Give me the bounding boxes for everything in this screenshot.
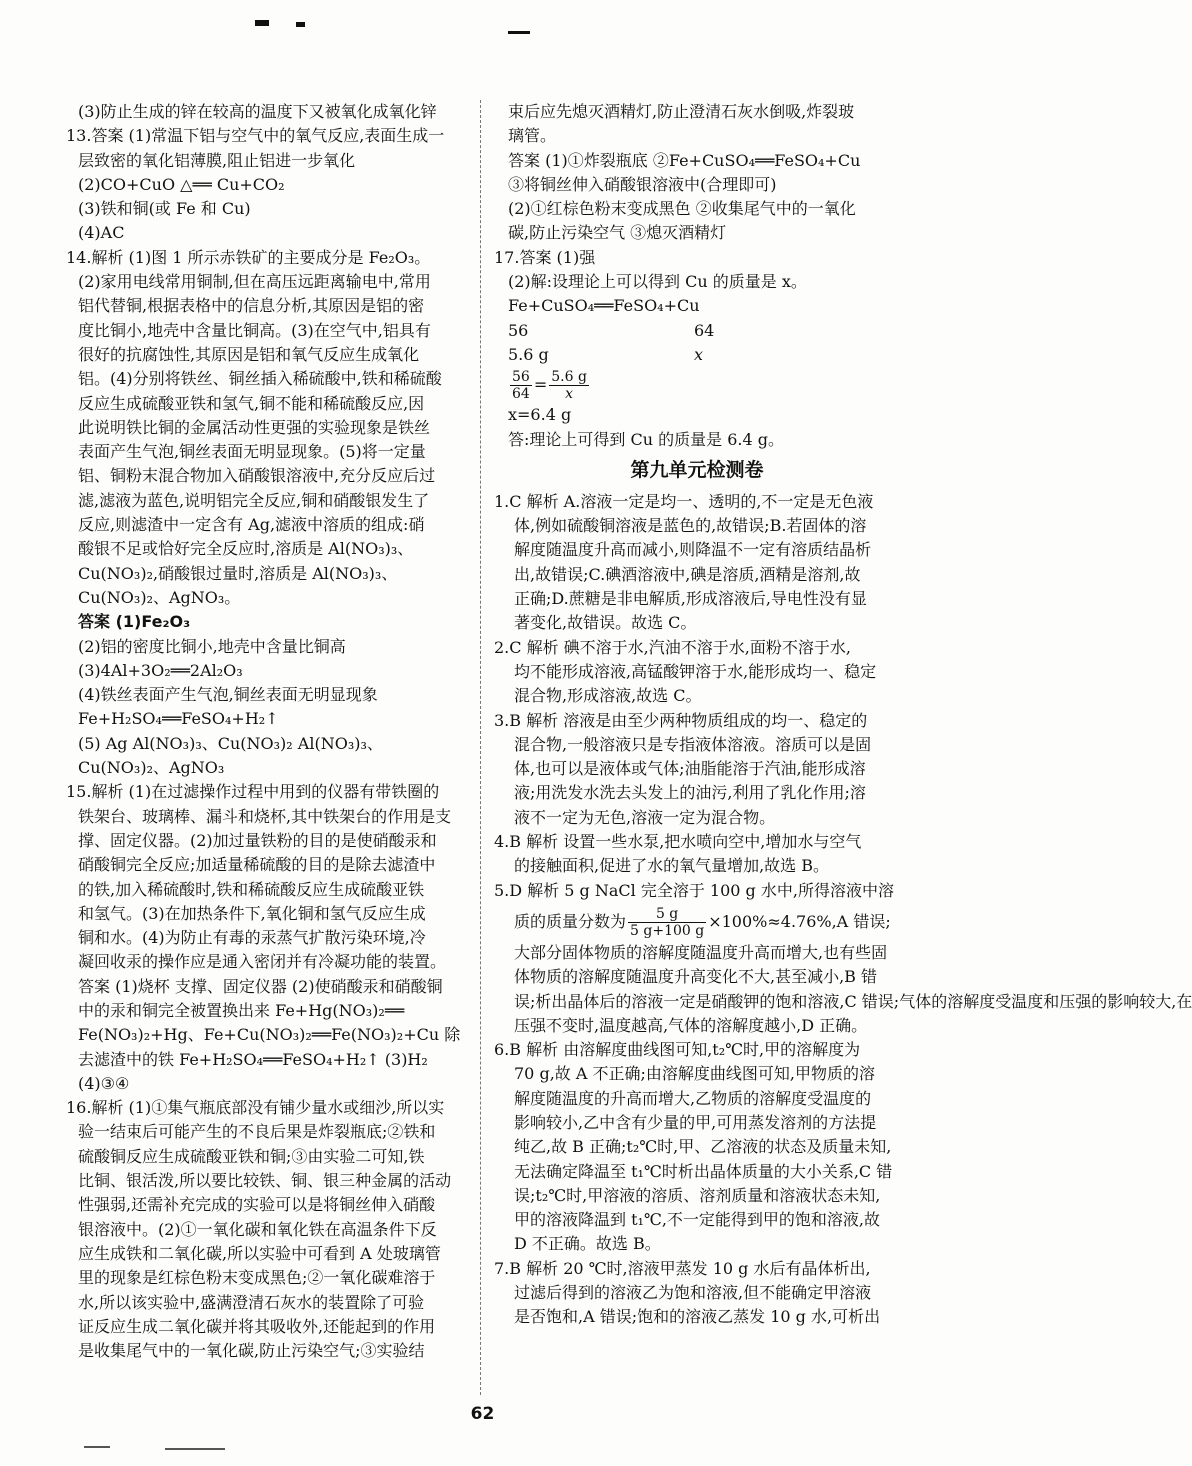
mass-fraction-den: 5 g+100 g bbox=[630, 922, 705, 939]
text-line: (4)③④ bbox=[78, 1073, 130, 1093]
text-line: 压强不变时,温度越高,气体的溶解度越小,D 正确。 bbox=[514, 1015, 868, 1035]
ratio-right-num: 5.6 g bbox=[551, 369, 587, 386]
header-mark-3 bbox=[508, 31, 530, 34]
text-line: Cu(NO₃)₂,硝酸银过量时,溶质是 Al(NO₃)₃、 bbox=[78, 563, 398, 583]
text-line: 的铁,加入稀硫酸时,铁和稀硫酸反应生成硫酸亚铁 bbox=[78, 879, 425, 899]
mass-cu: 64 bbox=[694, 320, 715, 340]
text-line: 纯乙,故 B 正确;t₂℃时,甲、乙溶液的状态及质量未知, bbox=[514, 1137, 892, 1157]
right-column bbox=[494, 100, 1192, 1330]
equation-line: Fe+CuSO₄══FeSO₄+Cu bbox=[508, 296, 700, 316]
text-line: 硝酸铜完全反应;加适量稀硫酸的目的是除去滤渣中 bbox=[78, 855, 436, 875]
text-line: 验一结束后可能产生的不良后果是炸裂瓶底;②铁和 bbox=[78, 1122, 436, 1142]
header-mark-2 bbox=[296, 22, 305, 27]
text-line: 16.解析 (1)①集气瓶底部没有铺少量水或细沙,所以实 bbox=[66, 1098, 445, 1118]
text-line: 15.解析 (1)在过滤操作过程中用到的仪器有带铁圈的 bbox=[66, 782, 440, 802]
text-line: 中的汞和铜完全被置换出来 Fe+Hg(NO₃)₂══ bbox=[78, 1000, 405, 1020]
text-line: 是收集尾气中的一氧化碳,防止污染空气;③实验结 bbox=[78, 1341, 425, 1361]
text-line: 5.D 解析 5 g NaCl 完全溶于 100 g 水中,所得溶液中溶 bbox=[494, 880, 894, 900]
ratio-right bbox=[549, 369, 589, 402]
text-line: 璃管。 bbox=[508, 126, 557, 146]
text-line: (5) Ag Al(NO₃)₃、Cu(NO₃)₂ Al(NO₃)₃、 bbox=[78, 733, 383, 753]
text-line: 银溶液中。(2)①一氧化碳和氧化铁在高温条件下反 bbox=[78, 1219, 437, 1239]
fraction-prefix: 质的质量分数为 bbox=[514, 911, 627, 931]
text-line: 著变化,故错误。故选 C。 bbox=[514, 613, 697, 633]
text-line: 解度随温度的升高而增大,乙物质的溶解度受温度的 bbox=[514, 1088, 872, 1108]
column-divider bbox=[480, 100, 481, 1395]
text-line: 铁架台、玻璃棒、漏斗和烧杯,其中铁架台的作用是支 bbox=[78, 806, 452, 826]
mass-fraction-num: 5 g bbox=[628, 906, 706, 923]
text-line: (3)铁和铜(或 Fe 和 Cu) bbox=[78, 199, 251, 219]
text-line: 撑、固定仪器。(2)加过量铁粉的目的是使硝酸汞和 bbox=[78, 830, 437, 850]
value-fe: 5.6 g bbox=[508, 344, 549, 364]
text-line: 体,例如硫酸铜溶液是蓝色的,故错误;B.若固体的溶 bbox=[514, 516, 867, 536]
text-line: 影响较小,乙中含有少量的甲,可用蒸发溶剂的方法提 bbox=[514, 1112, 877, 1132]
mass-fraction bbox=[628, 906, 706, 939]
text-line: 证反应生成二氧化碳并将其吸收外,还能起到的作用 bbox=[78, 1316, 436, 1336]
mass-row bbox=[494, 319, 900, 343]
answer-line: 答案 (1)Fe₂O₃ bbox=[78, 612, 191, 632]
text-line: 滤,滤液为蓝色,说明铝完全反应,铜和硝酸银发生了 bbox=[78, 490, 430, 510]
text-line: Cu(NO₃)₂、AgNO₃ bbox=[78, 758, 225, 778]
text-line: 出,故错误;C.碘酒溶液中,碘是溶质,酒精是溶剂,故 bbox=[514, 564, 861, 584]
text-line: 碳,防止污染空气 ③熄灭酒精灯 bbox=[508, 223, 727, 243]
text-line: 过滤后得到的溶液乙为饱和溶液,但不能确定甲溶液 bbox=[514, 1283, 872, 1303]
text-line: 混合物,一般溶液只是专指液体溶液。溶质可以是固 bbox=[514, 734, 872, 754]
text-line: (3)防止生成的锌在较高的温度下又被氧化成氧化锌 bbox=[78, 102, 437, 121]
text-line: 铝。(4)分别将铁丝、铜丝插入稀硫酸中,铁和稀硫酸 bbox=[78, 369, 442, 389]
text-line: 反应,则滤渣中一定含有 Ag,滤液中溶质的组成:硝 bbox=[78, 515, 425, 535]
text-line: 铝代替铜,根据表格中的信息分析,其原因是铝的密 bbox=[78, 296, 425, 316]
text-line: (2)解:设理论上可以得到 Cu 的质量是 x。 bbox=[508, 272, 807, 292]
text-line: 4.B 解析 设置一些水泵,把水喷向空中,增加水与空气 bbox=[494, 832, 862, 852]
text-line: Fe(NO₃)₂+Hg、Fe+Cu(NO₃)₂══Fe(NO₃)₂+Cu 除 bbox=[78, 1025, 461, 1045]
text-line: 无法确定降温至 t₁℃时析出晶体质量的大小关系,C 错 bbox=[514, 1161, 893, 1181]
text-line: 大部分固体物质的溶解度随温度升高而增大,也有些固 bbox=[514, 942, 888, 962]
header-mark-1 bbox=[255, 20, 269, 26]
text-line: 反应生成硫酸亚铁和氢气,铜不能和稀硫酸反应,因 bbox=[78, 393, 425, 413]
footer-mark-2 bbox=[165, 1448, 225, 1450]
text-line: 铜和水。(4)为防止有毒的汞蒸气扩散污染环境,冷 bbox=[78, 928, 426, 948]
text-line: (4)铁丝表面产生气泡,铜丝表面无明显现象 bbox=[78, 685, 378, 705]
text-line: (2)家用电线常用铜制,但在高压远距离输电中,常用 bbox=[78, 272, 431, 292]
text-line: 解度随温度升高而减小,则降温不一定有溶质结晶析 bbox=[514, 540, 872, 560]
text-line: (3)4Al+3O₂══2Al₂O₃ bbox=[78, 660, 243, 680]
text-line: 13.答案 (1)常温下铝与空气中的氧气反应,表面生成一 bbox=[66, 126, 445, 146]
text-line: 答案 (1)①炸裂瓶底 ②Fe+CuSO₄══FeSO₄+Cu bbox=[508, 150, 861, 170]
left-column bbox=[66, 100, 464, 1363]
fraction-line bbox=[494, 903, 900, 941]
text-line: 是否饱和,A 错误;饱和的溶液乙蒸发 10 g 水,可析出 bbox=[514, 1307, 881, 1327]
text-line: 3.B 解析 溶液是由至少两种物质组成的均一、稳定的 bbox=[494, 710, 868, 730]
text-line: D 不正确。故选 B。 bbox=[514, 1234, 661, 1254]
text-line: 的接触面积,促进了水的氧气量增加,故选 B。 bbox=[514, 856, 830, 876]
value-row bbox=[494, 343, 900, 367]
text-line: 里的现象是红棕色粉末变成黑色;②一氧化碳难溶于 bbox=[78, 1268, 436, 1288]
text-line: (2)铝的密度比铜小,地壳中含量比铜高 bbox=[78, 636, 346, 656]
text-line: 液不一定为无色,溶液一定为混合物。 bbox=[514, 807, 776, 827]
text-line: 14.解析 (1)图 1 所示赤铁矿的主要成分是 Fe₂O₃。 bbox=[66, 247, 431, 267]
text-line: 酸银不足或恰好完全反应时,溶质是 Al(NO₃)₃、 bbox=[78, 539, 414, 559]
footer-mark-1 bbox=[84, 1446, 110, 1448]
text-line: 混合物,形成溶液,故选 C。 bbox=[514, 686, 702, 706]
page-number: 62 bbox=[470, 1404, 495, 1424]
text-line: 答:理论上可得到 Cu 的质量是 6.4 g。 bbox=[508, 429, 784, 449]
ratio-left bbox=[510, 369, 532, 402]
text-line: 6.B 解析 由溶解度曲线图可知,t₂℃时,甲的溶解度为 bbox=[494, 1040, 861, 1060]
text-line: 70 g,故 A 不正确;由溶解度曲线图可知,甲物质的溶 bbox=[514, 1064, 875, 1084]
text-line: 甲的溶液降温到 t₁℃,不一定能得到甲的饱和溶液,故 bbox=[514, 1210, 881, 1230]
mass-fe: 56 bbox=[508, 320, 529, 340]
text-line: (2)CO+CuO △══ Cu+CO₂ bbox=[78, 174, 285, 194]
text-line: 硫酸铜反应生成硫酸亚铁和铜;③由实验二可知,铁 bbox=[78, 1146, 425, 1166]
text-line: 2.C 解析 碘不溶于水,汽油不溶于水,面粉不溶于水, bbox=[494, 637, 851, 657]
text-line: 铝、铜粉末混合物加入硝酸银溶液中,充分反应后过 bbox=[78, 466, 436, 486]
text-line: 凝回收汞的操作应是通入密闭并有冷凝功能的装置。 bbox=[78, 952, 447, 972]
text-line: 误;t₂℃时,甲溶液的溶质、溶剂质量和溶液状态未知, bbox=[514, 1185, 881, 1205]
section-heading: 第九单元检测卷 bbox=[630, 458, 764, 481]
text-line: 比铜、银活泼,所以要比较铁、铜、银三种金属的活动 bbox=[78, 1171, 452, 1191]
text-line: 体,也可以是液体或气体;油脂能溶于汽油,能形成溶 bbox=[514, 759, 866, 779]
text-line: 层致密的氧化铝薄膜,阻止铝进一步氧化 bbox=[78, 150, 356, 170]
text-line: 体物质的溶解度随温度升高变化不大,甚至减小,B 错 bbox=[514, 967, 878, 987]
text-line: 1.C 解析 A.溶液一定是均一、透明的,不一定是无色液 bbox=[494, 491, 874, 511]
text-line: 性强弱,还需补充完成的实验可以是将铜丝伸入硝酸 bbox=[78, 1195, 436, 1215]
text-line: 表面产生气泡,铜丝表面无明显现象。(5)将一定量 bbox=[78, 442, 426, 462]
text-line: 液;用洗发水洗去头发上的油污,利用了乳化作用;溶 bbox=[514, 783, 866, 803]
text-line: x=6.4 g bbox=[508, 405, 572, 425]
value-x: x bbox=[694, 344, 704, 364]
text-line: 7.B 解析 20 ℃时,溶液甲蒸发 10 g 水后有晶体析出, bbox=[494, 1258, 871, 1278]
text-line: ③将铜丝伸入硝酸银溶液中(合理即可) bbox=[508, 174, 777, 194]
fraction-suffix: ×100%≈4.76%,A 错误; bbox=[708, 911, 891, 931]
text-line: 束后应先熄灭酒精灯,防止澄清石灰水倒吸,炸裂玻 bbox=[508, 102, 855, 121]
text-line: 很好的抗腐蚀性,其原因是铝和氧气反应生成氧化 bbox=[78, 344, 420, 364]
text-line: Fe+H₂SO₄══FeSO₄+H₂↑ bbox=[78, 709, 279, 729]
text-line: Cu(NO₃)₂、AgNO₃。 bbox=[78, 587, 241, 607]
text-line: 17.答案 (1)强 bbox=[494, 247, 596, 267]
text-line: 和氢气。(3)在加热条件下,氧化铜和氢气反应生成 bbox=[78, 903, 426, 923]
ratio-left-den: 64 bbox=[512, 386, 530, 403]
text-line: 度比铜小,地壳中含量比铜高。(3)在空气中,铝具有 bbox=[78, 320, 431, 340]
text-line: (2)①红棕色粉末变成黑色 ②收集尾气中的一氧化 bbox=[508, 199, 856, 219]
text-line: 水,所以该实验中,盛满澄清石灰水的装置除了可验 bbox=[78, 1292, 425, 1312]
text-line: 均不能形成溶液,高锰酸钾溶于水,能形成均一、稳定 bbox=[514, 661, 877, 681]
text-line: (4)AC bbox=[78, 223, 125, 243]
text-line: 误;析出晶体后的溶液一定是硝酸钾的饱和溶液,C 错误;气体的溶解度受温度和压强的影响较大,在 bbox=[514, 991, 1192, 1011]
ratio-left-num: 56 bbox=[512, 369, 530, 386]
text-line: 去滤渣中的铁 Fe+H₂SO₄══FeSO₄+H₂↑ (3)H₂ bbox=[78, 1049, 428, 1069]
ratio-right-den: x bbox=[565, 386, 574, 403]
text-line: 应生成铁和二氧化碳,所以实验中可看到 A 处玻璃管 bbox=[78, 1243, 441, 1263]
ratio-row: $\frac{56}{64}$ = $\frac{5.6 g}{x}$ bbox=[512, 369, 587, 403]
text-line: 答案 (1)烧杯 支撑、固定仪器 (2)使硝酸汞和硝酸铜 bbox=[78, 976, 443, 996]
text-line: 此说明铁比铜的金属活动性更强的实验现象是铁丝 bbox=[78, 417, 431, 437]
text-line: 正确;D.蔗糖是非电解质,形成溶液后,导电性没有显 bbox=[514, 589, 867, 609]
